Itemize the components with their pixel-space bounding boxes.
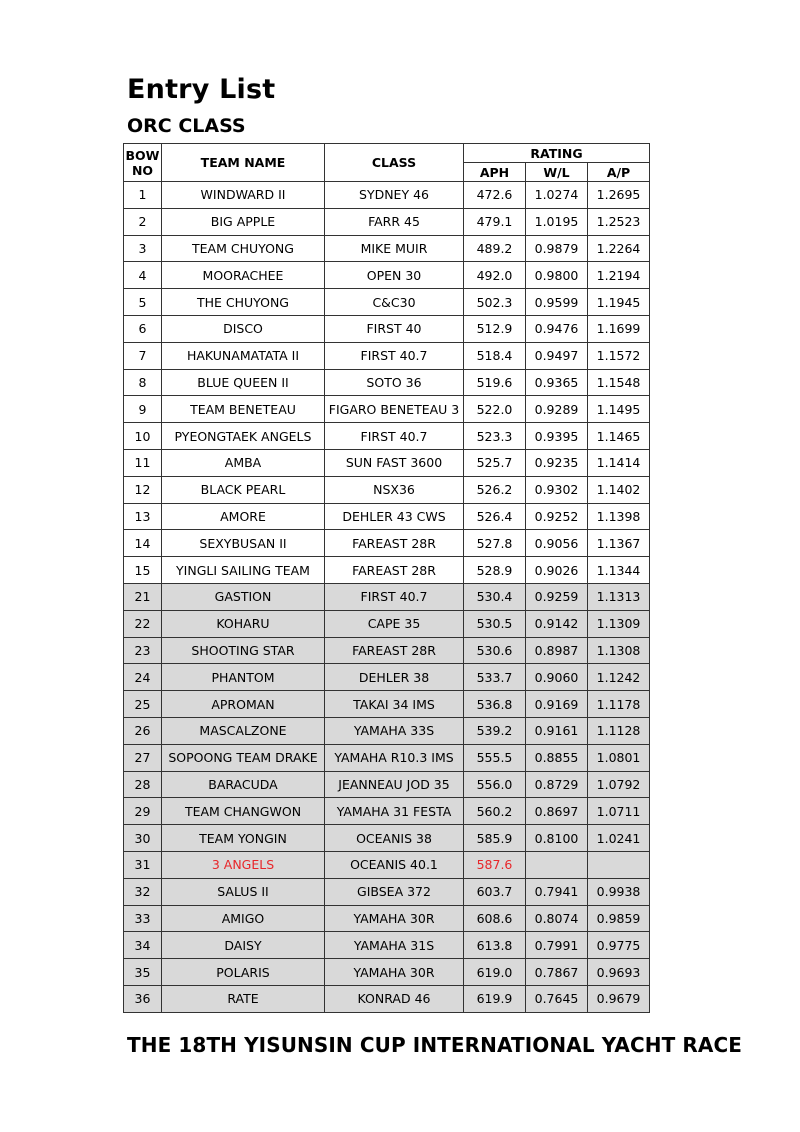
ap-cell: 1.1344 — [588, 557, 650, 584]
class-cell: FAREAST 28R — [325, 530, 464, 557]
class-cell: YAMAHA 30R — [325, 959, 464, 986]
bow-no-cell: 31 — [124, 851, 162, 878]
bow-no-header-line1: BOW — [125, 147, 160, 163]
wl-cell: 1.0195 — [526, 208, 588, 235]
aph-cell: 533.7 — [464, 664, 526, 691]
wl-cell: 0.9395 — [526, 423, 588, 450]
ap-cell: 1.1242 — [588, 664, 650, 691]
team-name-cell: SOPOONG TEAM DRAKE — [162, 744, 325, 771]
class-cell: YAMAHA R10.3 IMS — [325, 744, 464, 771]
wl-cell: 0.9026 — [526, 557, 588, 584]
table-row — [124, 315, 650, 342]
ap-cell: 1.2695 — [588, 182, 650, 209]
bow-no-cell: 6 — [124, 315, 162, 342]
table-row — [124, 262, 650, 289]
team-name-cell: DISCO — [162, 315, 325, 342]
team-name-cell: SEXYBUSAN II — [162, 530, 325, 557]
table-row — [124, 985, 650, 1012]
bow-no-cell: 27 — [124, 744, 162, 771]
aph-cell: 530.6 — [464, 637, 526, 664]
aph-cell: 587.6 — [464, 851, 526, 878]
bow-no-cell: 1 — [124, 182, 162, 209]
team-name-cell: TEAM CHANGWON — [162, 798, 325, 825]
table-row — [124, 744, 650, 771]
aph-cell: 523.3 — [464, 423, 526, 450]
team-name-cell: DAISY — [162, 932, 325, 959]
ap-cell: 1.2264 — [588, 235, 650, 262]
table-row — [124, 771, 650, 798]
bow-no-cell: 23 — [124, 637, 162, 664]
ap-cell: 1.1309 — [588, 610, 650, 637]
aph-cell: 603.7 — [464, 878, 526, 905]
class-cell: KONRAD 46 — [325, 985, 464, 1012]
class-cell: OCEANIS 38 — [325, 825, 464, 852]
table-row — [124, 449, 650, 476]
bow-no-cell: 14 — [124, 530, 162, 557]
bow-no-cell: 3 — [124, 235, 162, 262]
team-name-cell: POLARIS — [162, 959, 325, 986]
aph-cell: 519.6 — [464, 369, 526, 396]
table-row — [124, 423, 650, 450]
ap-cell: 1.0792 — [588, 771, 650, 798]
class-cell: FIRST 40.7 — [325, 423, 464, 450]
bow-no-cell: 13 — [124, 503, 162, 530]
page-title: Entry List — [127, 74, 276, 105]
wl-cell: 0.9879 — [526, 235, 588, 262]
ap-cell: 1.1495 — [588, 396, 650, 423]
table-row — [124, 959, 650, 986]
ap-cell: 0.9679 — [588, 985, 650, 1012]
wl-cell: 0.9259 — [526, 583, 588, 610]
wl-cell: 0.9060 — [526, 664, 588, 691]
ap-cell: 1.1945 — [588, 289, 650, 316]
team-name-cell: BIG APPLE — [162, 208, 325, 235]
entry-table — [123, 143, 650, 1013]
table-row — [124, 691, 650, 718]
team-name-cell: PYEONGTAEK ANGELS — [162, 423, 325, 450]
footer-title: THE 18TH YISUNSIN CUP INTERNATIONAL YACHT RACE — [127, 1033, 743, 1057]
table-row — [124, 825, 650, 852]
class-cell: DEHLER 43 CWS — [325, 503, 464, 530]
aph-cell: 526.4 — [464, 503, 526, 530]
aph-cell: 527.8 — [464, 530, 526, 557]
ap-cell: 1.1128 — [588, 717, 650, 744]
ap-cell: 1.0241 — [588, 825, 650, 852]
class-cell: MIKE MUIR — [325, 235, 464, 262]
table-row — [124, 503, 650, 530]
team-name-cell: APROMAN — [162, 691, 325, 718]
team-name-cell: SHOOTING STAR — [162, 637, 325, 664]
bow-no-cell: 34 — [124, 932, 162, 959]
team-name-cell: TEAM BENETEAU — [162, 396, 325, 423]
aph-cell: 472.6 — [464, 182, 526, 209]
team-name-cell: HAKUNAMATATA II — [162, 342, 325, 369]
aph-cell: 479.1 — [464, 208, 526, 235]
wl-cell: 0.8729 — [526, 771, 588, 798]
ap-cell: 1.1398 — [588, 503, 650, 530]
team-name-header: TEAM NAME — [162, 144, 325, 182]
wl-cell: 0.9302 — [526, 476, 588, 503]
team-name-cell: RATE — [162, 985, 325, 1012]
table-row — [124, 851, 650, 878]
class-cell: FIRST 40.7 — [325, 583, 464, 610]
section-title: ORC CLASS — [127, 115, 246, 137]
class-cell: YAMAHA 31 FESTA — [325, 798, 464, 825]
table-row — [124, 342, 650, 369]
ap-header: A/P — [588, 163, 650, 182]
class-cell: NSX36 — [325, 476, 464, 503]
table-row — [124, 557, 650, 584]
bow-no-cell: 7 — [124, 342, 162, 369]
aph-cell: 530.4 — [464, 583, 526, 610]
table-row — [124, 235, 650, 262]
aph-cell: 539.2 — [464, 717, 526, 744]
ap-cell: 1.2523 — [588, 208, 650, 235]
bow-no-cell: 5 — [124, 289, 162, 316]
team-name-cell: KOHARU — [162, 610, 325, 637]
table-row — [124, 905, 650, 932]
table-row — [124, 396, 650, 423]
team-name-cell: 3 ANGELS — [162, 851, 325, 878]
wl-cell: 0.8855 — [526, 744, 588, 771]
class-cell: FAREAST 28R — [325, 637, 464, 664]
class-cell: OCEANIS 40.1 — [325, 851, 464, 878]
aph-header: APH — [464, 163, 526, 182]
class-cell: YAMAHA 33S — [325, 717, 464, 744]
team-name-cell: BLACK PEARL — [162, 476, 325, 503]
ap-cell: 1.1414 — [588, 449, 650, 476]
wl-cell: 0.9497 — [526, 342, 588, 369]
bow-no-cell: 11 — [124, 449, 162, 476]
wl-cell: 0.7867 — [526, 959, 588, 986]
bow-no-cell: 33 — [124, 905, 162, 932]
bow-no-cell: 29 — [124, 798, 162, 825]
aph-cell: 525.7 — [464, 449, 526, 476]
bow-no-header — [124, 144, 162, 182]
team-name-cell: YINGLI SAILING TEAM — [162, 557, 325, 584]
class-cell: GIBSEA 372 — [325, 878, 464, 905]
class-cell: FARR 45 — [325, 208, 464, 235]
ap-cell: 0.9859 — [588, 905, 650, 932]
ap-cell — [588, 851, 650, 878]
class-cell: FIRST 40 — [325, 315, 464, 342]
aph-cell: 555.5 — [464, 744, 526, 771]
class-cell: FAREAST 28R — [325, 557, 464, 584]
bow-no-cell: 9 — [124, 396, 162, 423]
class-cell: C&C30 — [325, 289, 464, 316]
wl-cell: 0.7991 — [526, 932, 588, 959]
class-cell: SUN FAST 3600 — [325, 449, 464, 476]
bow-no-cell: 25 — [124, 691, 162, 718]
wl-cell: 0.9161 — [526, 717, 588, 744]
bow-no-cell: 15 — [124, 557, 162, 584]
aph-cell: 489.2 — [464, 235, 526, 262]
wl-cell: 0.9365 — [526, 369, 588, 396]
class-cell: CAPE 35 — [325, 610, 464, 637]
team-name-cell: TEAM CHUYONG — [162, 235, 325, 262]
wl-header: W/L — [526, 163, 588, 182]
wl-cell — [526, 851, 588, 878]
team-name-cell: AMBA — [162, 449, 325, 476]
aph-cell: 526.2 — [464, 476, 526, 503]
wl-cell: 0.7941 — [526, 878, 588, 905]
bow-no-cell: 28 — [124, 771, 162, 798]
ap-cell: 0.9693 — [588, 959, 650, 986]
aph-cell: 560.2 — [464, 798, 526, 825]
bow-no-cell: 36 — [124, 985, 162, 1012]
wl-cell: 0.8697 — [526, 798, 588, 825]
wl-cell: 0.9142 — [526, 610, 588, 637]
aph-cell: 608.6 — [464, 905, 526, 932]
aph-cell: 518.4 — [464, 342, 526, 369]
class-cell: YAMAHA 30R — [325, 905, 464, 932]
table-row — [124, 637, 650, 664]
bow-no-cell: 32 — [124, 878, 162, 905]
bow-no-cell: 26 — [124, 717, 162, 744]
class-cell: SOTO 36 — [325, 369, 464, 396]
table-row — [124, 182, 650, 209]
ap-cell: 0.9938 — [588, 878, 650, 905]
class-cell: OPEN 30 — [325, 262, 464, 289]
bow-no-cell: 24 — [124, 664, 162, 691]
class-cell: YAMAHA 31S — [325, 932, 464, 959]
wl-cell: 0.9476 — [526, 315, 588, 342]
wl-cell: 0.8100 — [526, 825, 588, 852]
bow-no-cell: 4 — [124, 262, 162, 289]
aph-cell: 613.8 — [464, 932, 526, 959]
class-cell: DEHLER 38 — [325, 664, 464, 691]
aph-cell: 530.5 — [464, 610, 526, 637]
wl-cell: 0.9056 — [526, 530, 588, 557]
ap-cell: 1.1402 — [588, 476, 650, 503]
bow-no-cell: 2 — [124, 208, 162, 235]
team-name-cell: BLUE QUEEN II — [162, 369, 325, 396]
bow-no-cell: 21 — [124, 583, 162, 610]
class-header: CLASS — [325, 144, 464, 182]
table-row — [124, 369, 650, 396]
bow-no-cell: 22 — [124, 610, 162, 637]
team-name-cell: MOORACHEE — [162, 262, 325, 289]
ap-cell: 1.1465 — [588, 423, 650, 450]
wl-cell: 1.0274 — [526, 182, 588, 209]
team-name-cell: THE CHUYONG — [162, 289, 325, 316]
ap-cell: 1.1548 — [588, 369, 650, 396]
wl-cell: 0.8074 — [526, 905, 588, 932]
team-name-cell: TEAM YONGIN — [162, 825, 325, 852]
entry-rows — [124, 182, 650, 1013]
table-row — [124, 932, 650, 959]
aph-cell: 502.3 — [464, 289, 526, 316]
table-row — [124, 476, 650, 503]
wl-cell: 0.9235 — [526, 449, 588, 476]
team-name-cell: WINDWARD II — [162, 182, 325, 209]
table-row — [124, 717, 650, 744]
ap-cell: 1.0711 — [588, 798, 650, 825]
table-row — [124, 798, 650, 825]
aph-cell: 585.9 — [464, 825, 526, 852]
class-cell: FIGARO BENETEAU 3 — [325, 396, 464, 423]
ap-cell: 1.1572 — [588, 342, 650, 369]
ap-cell: 1.2194 — [588, 262, 650, 289]
bow-no-cell: 35 — [124, 959, 162, 986]
class-cell: SYDNEY 46 — [325, 182, 464, 209]
table-row — [124, 208, 650, 235]
class-cell: JEANNEAU JOD 35 — [325, 771, 464, 798]
ap-cell: 1.1308 — [588, 637, 650, 664]
bow-no-cell: 8 — [124, 369, 162, 396]
table-row — [124, 530, 650, 557]
ap-cell: 1.0801 — [588, 744, 650, 771]
bow-no-cell: 30 — [124, 825, 162, 852]
class-cell: FIRST 40.7 — [325, 342, 464, 369]
aph-cell: 619.9 — [464, 985, 526, 1012]
bow-no-header-line2: NO — [131, 162, 154, 178]
aph-cell: 528.9 — [464, 557, 526, 584]
wl-cell: 0.9599 — [526, 289, 588, 316]
table-row — [124, 878, 650, 905]
team-name-cell: PHANTOM — [162, 664, 325, 691]
aph-cell: 512.9 — [464, 315, 526, 342]
team-name-cell: SALUS II — [162, 878, 325, 905]
wl-cell: 0.8987 — [526, 637, 588, 664]
ap-cell: 1.1699 — [588, 315, 650, 342]
ap-cell: 0.9775 — [588, 932, 650, 959]
table-row — [124, 583, 650, 610]
team-name-cell: AMORE — [162, 503, 325, 530]
wl-cell: 0.7645 — [526, 985, 588, 1012]
ap-cell: 1.1367 — [588, 530, 650, 557]
table-row — [124, 664, 650, 691]
aph-cell: 492.0 — [464, 262, 526, 289]
ap-cell: 1.1313 — [588, 583, 650, 610]
table-row — [124, 610, 650, 637]
wl-cell: 0.9289 — [526, 396, 588, 423]
bow-no-cell: 10 — [124, 423, 162, 450]
team-name-cell: AMIGO — [162, 905, 325, 932]
wl-cell: 0.9800 — [526, 262, 588, 289]
aph-cell: 619.0 — [464, 959, 526, 986]
team-name-cell: GASTION — [162, 583, 325, 610]
class-cell: TAKAI 34 IMS — [325, 691, 464, 718]
rating-header: RATING — [464, 144, 650, 163]
wl-cell: 0.9252 — [526, 503, 588, 530]
table-row — [124, 289, 650, 316]
bow-no-cell: 12 — [124, 476, 162, 503]
ap-cell: 1.1178 — [588, 691, 650, 718]
wl-cell: 0.9169 — [526, 691, 588, 718]
aph-cell: 556.0 — [464, 771, 526, 798]
aph-cell: 536.8 — [464, 691, 526, 718]
team-name-cell: BARACUDA — [162, 771, 325, 798]
aph-cell: 522.0 — [464, 396, 526, 423]
team-name-cell: MASCALZONE — [162, 717, 325, 744]
